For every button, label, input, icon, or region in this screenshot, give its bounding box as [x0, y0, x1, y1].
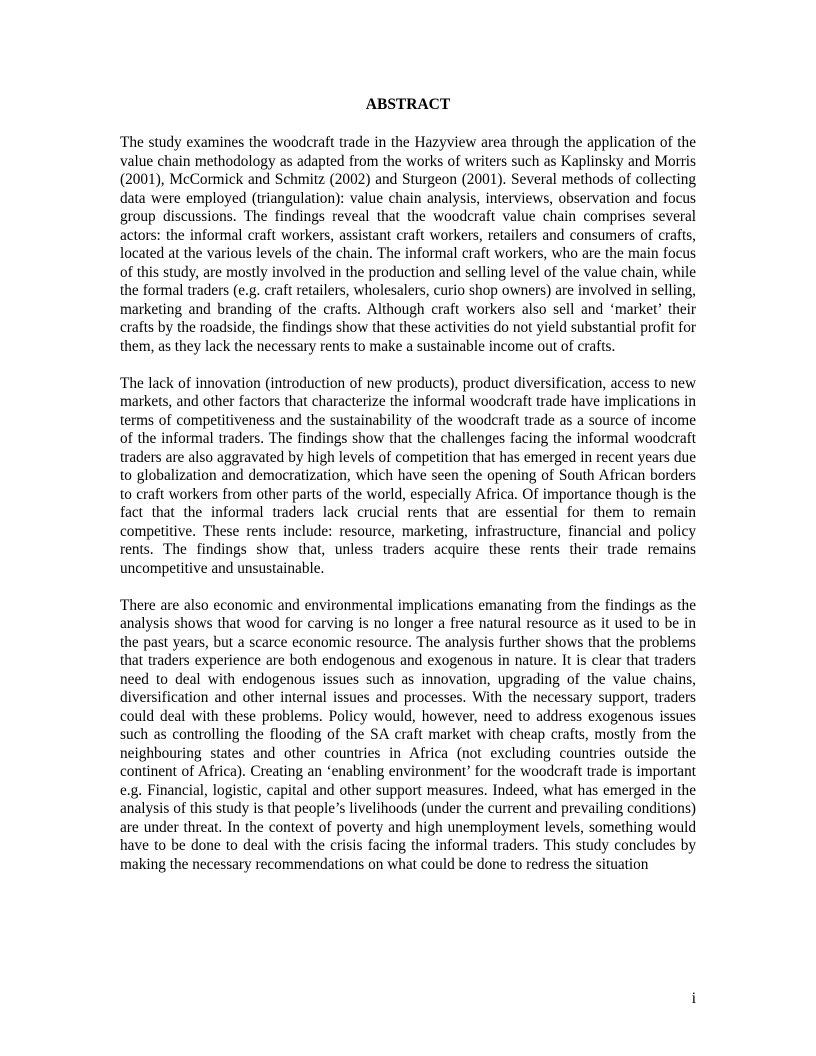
abstract-paragraph-3: There are also economic and environmental implications emanating from the findings as the analysis shows that wood for carving is no longer a free natural resource as it used to be in the past years, but a scarce economic resource. The analysis further shows that the problems that traders experience are both endogenous and exogenous in nature. It is clear that traders need to deal with endogenous issues such as innovation, upgrading of the value chains, diversification and other internal issues and processes. With the necessary support, traders could deal with these problems. Policy would, however, need to address exogenous issues such as controlling the flooding of the SA craft market with cheap crafts, mostly from the neighbouring states and other countries in Africa (not excluding countries outside the continent of Africa). Creating an ‘enabling environment’ for the woodcraft trade is important e.g. Financial, logistic, capital and other support measures. Indeed, what has emerged in the analysis of this study is that people’s livelihoods (under the current and prevailing conditions) are under threat. In the context of poverty and high unemployment levels, something would have to be done to deal with the crisis facing the informal traders. This study concludes by making the necessary recommendations on what could be done to redress the situation [120, 596, 696, 873]
page-number: i [691, 990, 696, 1007]
abstract-paragraph-1: The study examines the woodcraft trade in the Hazyview area through the application of the value chain methodology as adapted from the works of writers such as Kaplinsky and Morris (2001), McCormick and Schmitz (2002) and Sturgeon (2001). Several methods of collecting data were employed (triangulation): value chain analysis, interviews, observation and focus group discussions. The findings reveal that the woodcraft value chain comprises several actors: the informal craft workers, assistant craft workers, retailers and consumers of crafts, located at the various levels of the chain. The informal craft workers, who are the main focus of this study, are mostly involved in the production and selling level of the value chain, while the formal traders (e.g. craft retailers, wholesalers, curio shop owners) are involved in selling, marketing and branding of the crafts. Although craft workers also sell and ‘market’ their crafts by the roadside, the findings show that these activities do not yield substantial profit for them, as they lack the necessary rents to make a sustainable income out of crafts. [120, 134, 696, 355]
abstract-body [120, 134, 696, 893]
page-title: ABSTRACT [365, 96, 451, 113]
abstract-paragraph-2: The lack of innovation (introduction of new products), product diversification, access to new markets, and other factors that characterize the informal woodcraft trade have implications in terms of competitiveness and the sustainability of the woodcraft trade as a source of income of the informal traders. The findings show that the challenges facing the informal woodcraft traders are also aggravated by high levels of competition that has emerged in recent years due to globalization and democratization, which have seen the opening of South African borders to craft workers from other parts of the world, especially Africa. Of importance though is the fact that the informal traders lack crucial rents that are essential for them to remain competitive. These rents include: resource, marketing, infrastructure, financial and policy rents. The findings show that, unless traders acquire these rents their trade remains uncompetitive and unsustainable. [120, 374, 696, 577]
